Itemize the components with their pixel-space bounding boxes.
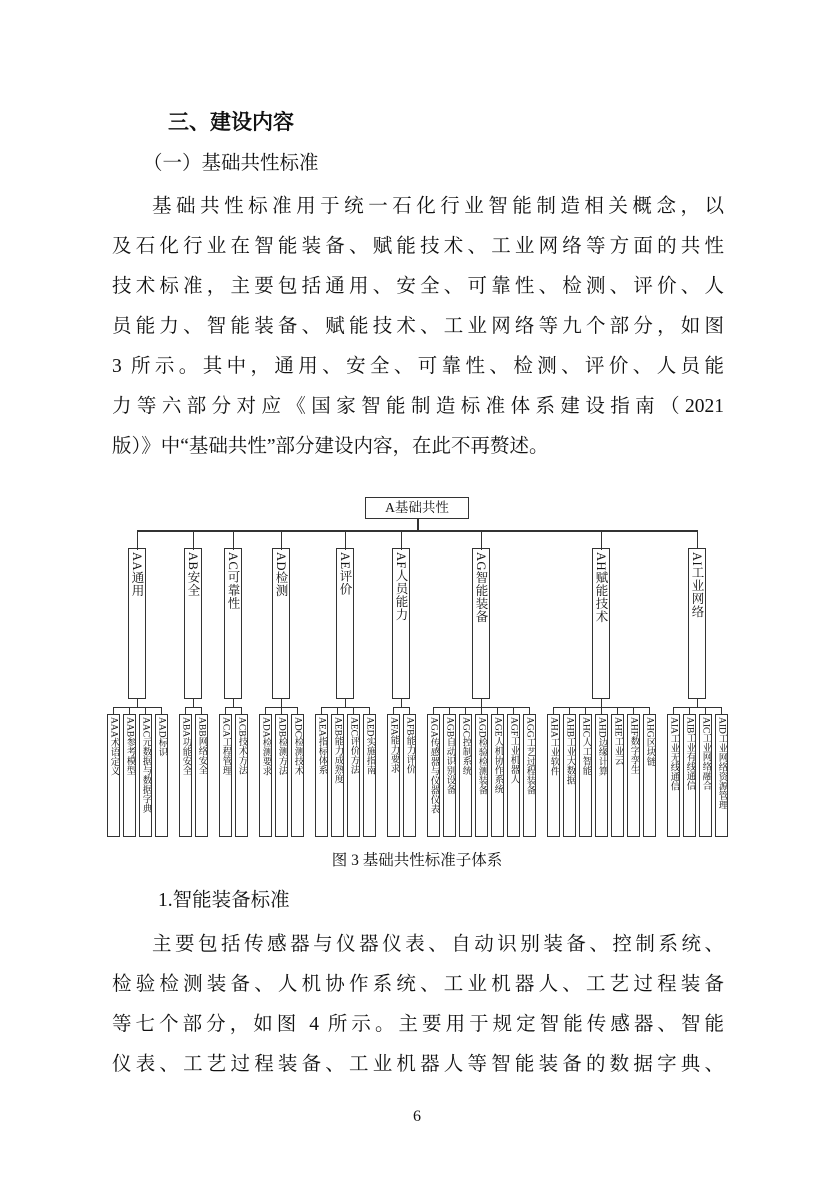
list-item-heading: 1.智能装备标准 (158, 890, 290, 911)
tree-leaf-wrap (217, 707, 233, 837)
tree-leaf-wrap (641, 707, 657, 837)
tree-leaf-wrap (665, 707, 681, 837)
tree-level3-row (385, 699, 417, 837)
tree-node-level3: AGF工业机器人 (507, 714, 520, 837)
tree-node-level3: AFB能力评价 (403, 714, 416, 837)
text-line: 力等六部分对应《国家智能制造标准体系建设指南（2021 (112, 396, 724, 417)
tree-level3-row (257, 699, 305, 837)
tree-node-level3: AAA术语定义 (107, 714, 120, 837)
tree-branch (173, 530, 213, 837)
tree-node-level3: AHC人工智能 (579, 714, 592, 837)
tree-node-level3: AIA工业无线通信 (667, 714, 680, 837)
tree-node-level3: AGA传感器与仪器仪表 (427, 714, 440, 837)
tree-node-level3: AED实施指南 (363, 714, 376, 837)
tree-level3-row (217, 699, 249, 837)
figure-caption: 图 3 基础共性标准子体系 (331, 852, 503, 869)
tree-leaf-wrap (193, 707, 209, 837)
subsection-heading: （一）基础共性标准 (143, 153, 319, 174)
tree-node-level2: AB安全 (184, 548, 202, 699)
tree-node-level3: AGB自动识别设备 (443, 714, 456, 837)
tree-node-level3: ADC检测技术 (291, 714, 304, 837)
tree-node-level3: AHA工业软件 (547, 714, 560, 837)
tree-leaf-wrap (345, 707, 361, 837)
tree-root-node: A基础共性 (365, 497, 469, 519)
tree-leaf-wrap (313, 707, 329, 837)
tree-leaf-wrap (681, 707, 697, 837)
tree-branch (253, 530, 309, 837)
tree-node-level3: AFA能力要求 (387, 714, 400, 837)
tree-node-level3: ABB网络安全 (195, 714, 208, 837)
text-line: 基础共性标准用于统一石化行业智能制造相关概念，以 (152, 196, 724, 217)
tree-node-level2: AA通用 (128, 548, 146, 699)
tree-level3-row (425, 699, 537, 837)
text-line: 等七个部分，如图 4 所示。主要用于规定智能传感器、智能 (112, 1014, 724, 1035)
tree-node-level3: ADA检测要求 (259, 714, 272, 837)
tree-leaf-wrap (505, 707, 521, 837)
text-line: 员能力、智能装备、赋能技术、工业网络等九个部分，如图 (112, 316, 724, 337)
tree-leaf-wrap (153, 707, 169, 837)
tree-node-level3: AHE工业云 (611, 714, 624, 837)
tree-leaf-wrap (121, 707, 137, 837)
tree-branch (213, 530, 253, 837)
tree-leaf-wrap (697, 707, 713, 837)
tree-leaf-wrap (441, 707, 457, 837)
tree-level3-row (177, 699, 209, 837)
tree-node-level3: AGE人机协作系统 (491, 714, 504, 837)
tree-node-level3: AAC元数据与数据字典 (139, 714, 152, 837)
tree-node-level3: AIB工业有线通信 (683, 714, 696, 837)
tree-leaf-wrap (289, 707, 305, 837)
tree-node-level3: AAD标识 (155, 714, 168, 837)
tree-node-level2: AI工业网络 (688, 548, 706, 699)
tree-leaf-wrap (329, 707, 345, 837)
tree-node-level3: AAB参考模型 (123, 714, 136, 837)
tree-leaf-wrap (625, 707, 641, 837)
tree-node-level3: ACB技术方法 (235, 714, 248, 837)
tree-leaf-wrap (593, 707, 609, 837)
text-line: 检验检测装备、人机协作系统、工业机器人、工艺过程装备 (112, 974, 724, 995)
tree-node-level2: AC可靠性 (224, 548, 242, 699)
tree-node-level3: AGC控制系统 (459, 714, 472, 837)
tree-branch (309, 530, 381, 837)
tree-node-level2: AD检测 (272, 548, 290, 699)
tree-leaf-wrap (177, 707, 193, 837)
tree-node-level3: ACA工程管理 (219, 714, 232, 837)
paragraph-smart-equipment-standards (112, 925, 724, 1085)
tree-level3-row (105, 699, 169, 837)
tree-node-level3: AEB能力成熟度 (331, 714, 344, 837)
tree-leaf-wrap (257, 707, 273, 837)
tree-branch (541, 530, 661, 837)
tree-node-level3: AHD边缘计算 (595, 714, 608, 837)
tree-node-level3: ABA功能安全 (179, 714, 192, 837)
tree-branch (381, 530, 421, 837)
tree-node-level3: AGD检验检测装备 (475, 714, 488, 837)
tree-leaf-wrap (489, 707, 505, 837)
tree-node-level3: AHF数字孪生 (627, 714, 640, 837)
tree-branch (661, 530, 733, 837)
tree-leaf-wrap (545, 707, 561, 837)
tree-node-level3: AEC评价方法 (347, 714, 360, 837)
tree-node-level2: AE评价 (336, 548, 354, 699)
tree-node-level3: ADB检测方法 (275, 714, 288, 837)
tree-node-level2: AF人员能力 (392, 548, 410, 699)
tree-leaf-wrap (425, 707, 441, 837)
text-line: 仪表、工艺过程装备、工业机器人等智能装备的数据字典、 (112, 1054, 724, 1075)
tree-level3-row (545, 699, 657, 837)
tree-leaf-wrap (401, 707, 417, 837)
tree-node-level3: AHG区块链 (643, 714, 656, 837)
tree-level3-row (665, 699, 729, 837)
tree-leaf-wrap (577, 707, 593, 837)
tree-node-level2: AG智能装备 (472, 548, 490, 699)
text-line: 版）》中“基础共性”部分建设内容，在此不再赘述。 (112, 436, 549, 457)
page-number: 6 (413, 1108, 421, 1125)
tree-leaf-wrap (609, 707, 625, 837)
text-line: 及石化行业在智能装备、赋能技术、工业网络等方面的共性 (112, 236, 724, 257)
tree-leaf-wrap (361, 707, 377, 837)
tree-leaf-wrap (233, 707, 249, 837)
tree-node-level2: AH赋能技术 (592, 548, 610, 699)
tree-level3-row (313, 699, 377, 837)
tree-leaf-wrap (137, 707, 153, 837)
tree-branch (101, 530, 173, 837)
section-heading: 三、建设内容 (168, 111, 294, 134)
text-line: 技术标准，主要包括通用、安全、可靠性、检测、评价、人 (112, 276, 724, 297)
tree-leaf-wrap (273, 707, 289, 837)
tree-leaf-wrap (457, 707, 473, 837)
text-line: 3 所示。其中，通用、安全、可靠性、检测、评价、人员能 (112, 356, 724, 377)
tree-leaf-wrap (561, 707, 577, 837)
tree-node-level3: AIC工业网络融合 (699, 714, 712, 837)
tree-leaf-wrap (521, 707, 537, 837)
tree-node-level3: AGG工艺过程装备 (523, 714, 536, 837)
tree-leaf-wrap (473, 707, 489, 837)
tree-level2-row (101, 519, 733, 837)
paragraph-basic-common-standards (112, 187, 724, 467)
tree-node-level3: AID工业网络资源管理 (715, 714, 728, 837)
tree-leaf-wrap (713, 707, 729, 837)
tree-node-level3: AEA指标体系 (315, 714, 328, 837)
tree-branch (421, 530, 541, 837)
tree-leaf-wrap (385, 707, 401, 837)
figure-3-org-chart (0, 497, 834, 837)
tree-leaf-wrap (105, 707, 121, 837)
text-line: 主要包括传感器与仪器仪表、自动识别装备、控制系统、 (152, 934, 724, 955)
tree-node-level3: AHB工业大数据 (563, 714, 576, 837)
